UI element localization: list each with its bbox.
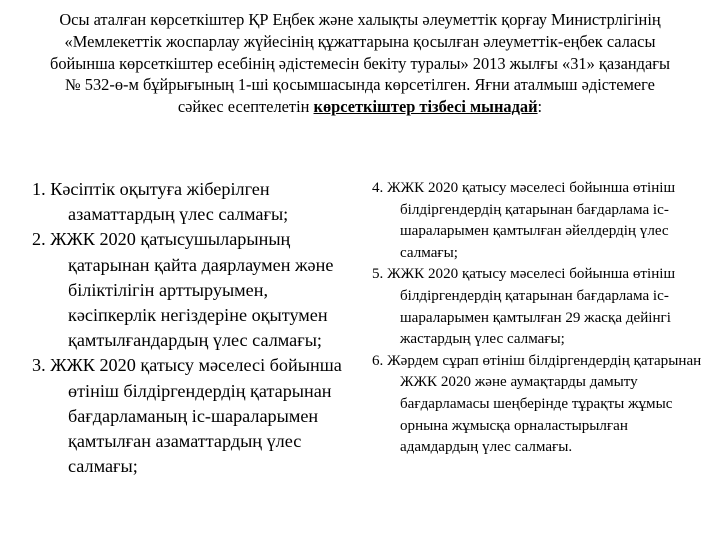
list-item-4: 4. ЖЖК 2020 қатысу мәселесі бойынша өтініш білдіргендердің қатарынан бағдарлама іс-шараларымен қамтылған әйелдердің үлес салмағы; bbox=[372, 180, 676, 261]
list-item-1: 1. Кәсіптік оқытуға жіберілген азаматтардың үлес салмағы; bbox=[32, 179, 289, 225]
right-indicator-list bbox=[372, 178, 702, 459]
intro-text: Осы аталған көрсеткіштер ҚР Еңбек және халықты әлеуметтік қорғау Министрлігінің «Мемлекеттік жоспарлау жүйесінің құжаттарына қосылған әлеуметтік-еңбек саласы бойынша көрсеткіштер есебінің әдістемесін бекіту туралы» 2013 жылғы «31» қазандағы № 532-ө-м бұйрығының 1-ші қосымшасында көрсетілген. Яғни аталмыш әдістемеге сәйкес есептелетін bbox=[50, 10, 670, 117]
list-item-3: 3. ЖЖК 2020 қатысу мәселесі бойынша өтініш білдіргендердің қатарынан бағдарламаның іс-шараларымен қамтылған азаматтардың үлес салмағы; bbox=[32, 355, 342, 477]
list-item-5: 5. ЖЖК 2020 қатысу мәселесі бойынша өтініш білдіргендердің қатарынан бағдарлама іс-шараларымен қамтылған 29 жасқа дейінгі жастардың үлес салмағы; bbox=[372, 266, 676, 348]
left-indicator-list bbox=[32, 177, 348, 479]
intro-emphasis: көрсеткіштер тізбесі мынадай bbox=[313, 97, 538, 117]
intro-colon: : bbox=[537, 97, 543, 117]
intro-paragraph bbox=[48, 9, 672, 118]
list-item-6: 6. Жәрдем сұрап өтініш білдіргендердің қатарынан ЖЖК 2020 және аумақтарды дамыту бағдарламасы шеңберінде тұрақты жұмыс орнына жұмысқа орналастырылған адамдардың үлес салмағы. bbox=[372, 352, 702, 456]
list-item-2: 2. ЖЖК 2020 қатысушыларының қатарынан қайта даярлаумен және біліктілігін арттыруымен, кәсіпкерлік негіздеріне оқытумен қамтылғандардың үлес салмағы; bbox=[32, 229, 334, 351]
